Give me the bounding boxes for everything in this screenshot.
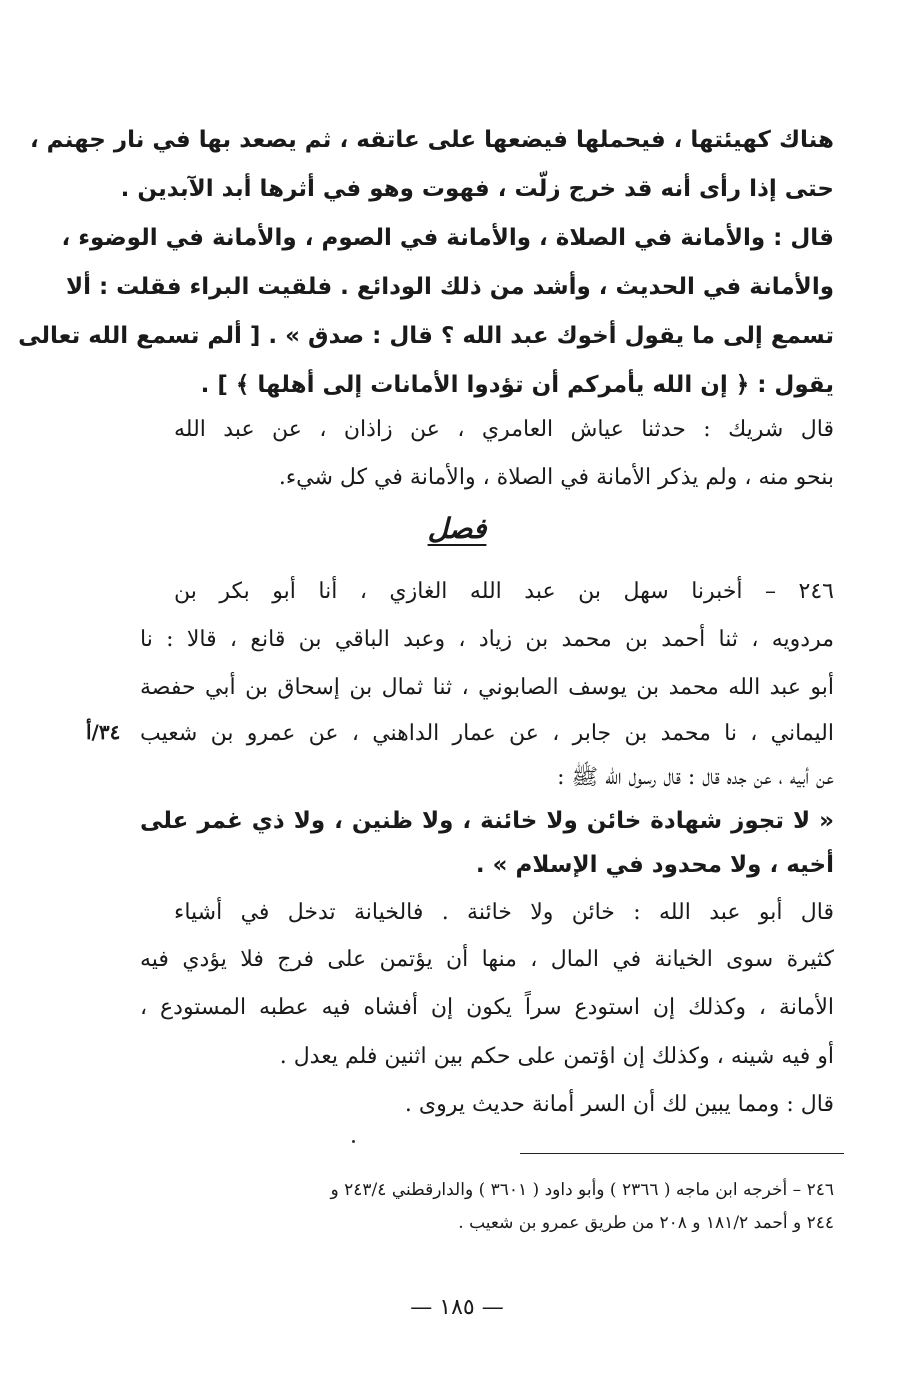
footnote-line: ٢٤٤ و أحمد ١٨١/٢ و ٢٠٨ من طريق عمرو بن شعيب . (458, 1213, 834, 1233)
manuscript-folio-note: ٣٤/أ (86, 720, 121, 744)
text-line: كثيرة سوى الخيانة في المال ، منها أن يؤتمن على فرج فلا يؤدي فيه (140, 947, 834, 972)
hadith-text-line: أخيه ، ولا محدود في الإسلام » . (475, 852, 834, 878)
text-line: تسمع إلى ما يقول أخوك عبد الله ؟ قال : صدق » . [ ألم تسمع الله تعالى (18, 323, 834, 349)
text-line: الأمانة ، وكذلك إن استودع سراً يكون إن أفشاه فيه عطبه المستودع ، (140, 995, 834, 1020)
text-line: أو فيه شينه ، وكذلك إن اؤتمن على حكم بين اثنين فلم يعدل . (279, 1044, 834, 1069)
page-number: — ١٨٥ — (410, 1295, 504, 1320)
text-line: عن أبيه ، عن جده قال : قال رسول الله ﷺ : (557, 765, 834, 790)
scan-speck (352, 1140, 355, 1143)
text-line: أبو عبد الله محمد بن يوسف الصابوني ، ثنا ثمال بن إسحاق بن أبي حفصة (140, 675, 834, 700)
text-line: قال : ومما يبين لك أن السر أمانة حديث يروى . (404, 1092, 834, 1117)
hadith-number-line: ٢٤٦ – أخبرنا سهل بن عبد الله الغازي ، أنا أبو بكر بن (174, 579, 834, 604)
hadith-text-line: « لا تجوز شهادة خائن ولا خائنة ، ولا ظنين ، ولا ذي غمر على (140, 808, 834, 834)
footnote-line: ٢٤٦ – أخرجه ابن ماجه ( ٢٣٦٦ ) وأبو داود ( ٣٦٠١ ) والدارقطني ٢٤٣/٤ و (330, 1180, 834, 1200)
section-heading: فصل (427, 512, 487, 545)
text-line: بنحو منه ، ولم يذكر الأمانة في الصلاة ، والأمانة في كل شيء. (278, 465, 834, 490)
footnote-separator (520, 1153, 844, 1154)
text-line: يقول : ﴿ إن الله يأمركم أن تؤدوا الأمانات إلى أهلها ﴾ ] . (200, 372, 834, 398)
text-line: قال أبو عبد الله : خائن ولا خائنة . فالخيانة تدخل في أشياء (174, 900, 834, 925)
text-line: مردويه ، ثنا أحمد بن محمد بن زياد ، وعبد الباقي بن قانع ، قالا : نا (140, 627, 834, 652)
text-line: قال شريك : حدثنا عياش العامري ، عن زاذان ، عن عبد الله (174, 417, 834, 442)
text-line: هناك كهيئتها ، فيحملها فيضعها على عاتقه ، ثم يصعد بها في نار جهنم ، (29, 127, 834, 153)
text-line: قال : والأمانة في الصلاة ، والأمانة في الصوم ، والأمانة في الوضوء ، (61, 225, 834, 251)
text-line: اليماني ، نا محمد بن جابر ، عن عمار الداهني ، عن عمرو بن شعيب (140, 721, 834, 746)
text-line: والأمانة في الحديث ، وأشد من ذلك الودائع . فلقيت البراء فقلت : ألا (65, 274, 834, 300)
text-line: حتى إذا رأى أنه قد خرج زلّت ، فهوت وهو في أثرها أبد الآبدين . (120, 176, 834, 202)
